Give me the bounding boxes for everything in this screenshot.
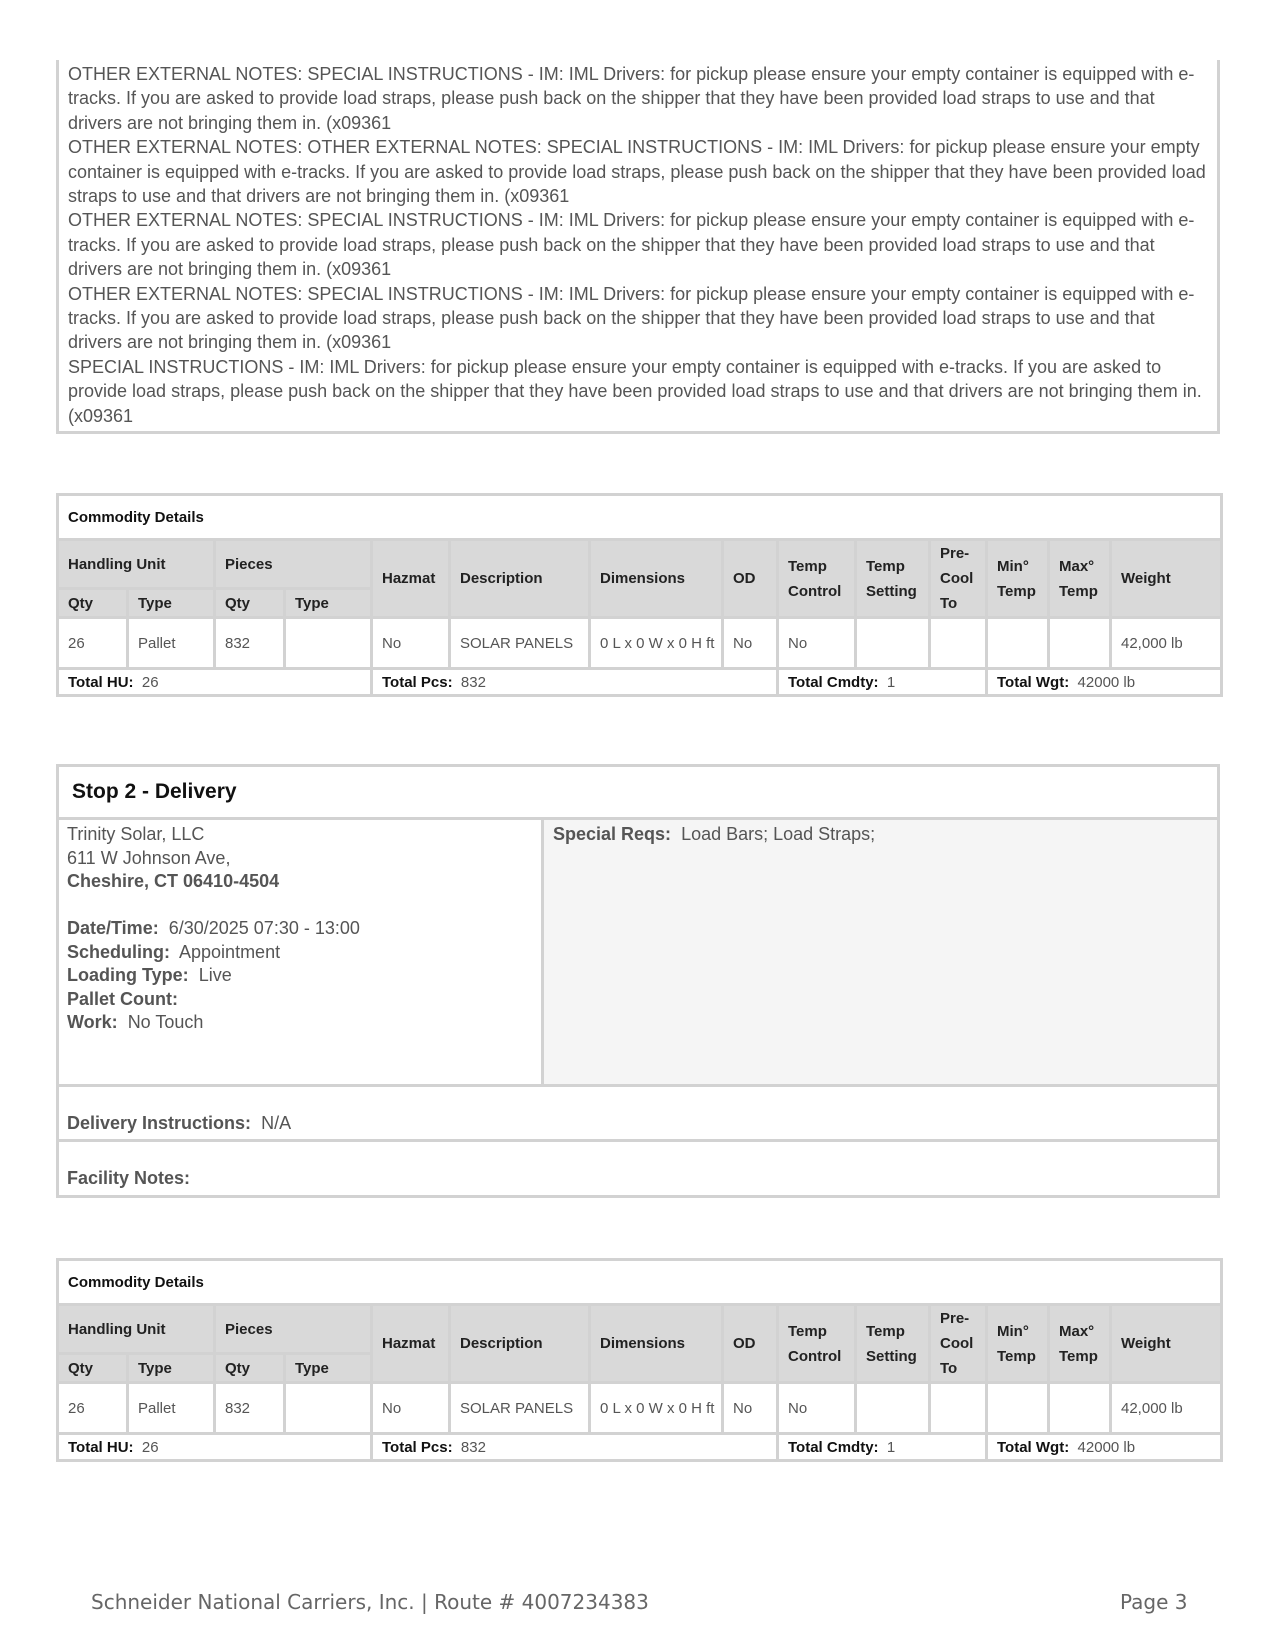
stop-2-delivery-panel <box>56 764 1220 1198</box>
total-pieces: Total Pcs: 832 <box>372 1434 778 1461</box>
weight-header: Weight <box>1111 540 1222 618</box>
city-state-zip: Cheshire, CT 06410-4504 <box>67 871 280 891</box>
pieces-qty-cell: 832 <box>215 618 285 669</box>
hu-type-cell: Pallet <box>128 618 215 669</box>
delivery-instructions: Delivery Instructions: N/A <box>59 1084 1217 1139</box>
dimensions-header: Dimensions <box>590 540 723 618</box>
description-header: Description <box>450 540 590 618</box>
hu-qty-cell: 26 <box>58 1383 128 1434</box>
temp-setting-cell <box>856 618 930 669</box>
min-temp-header: Min° Temp <box>987 1305 1049 1383</box>
page-number: Page 3 <box>1120 1590 1188 1614</box>
note-line: OTHER EXTERNAL NOTES: SPECIAL INSTRUCTIONS - IM: IML Drivers: for pickup please ensure your empty container is equipped with e-tracks. If you are asked to provide load straps, please push back on the shipper that they have been provided load straps to use and that drivers are not bringing them in. (x09361 <box>68 210 1195 280</box>
description-cell: SOLAR PANELS <box>450 1383 590 1434</box>
od-cell: No <box>723 618 778 669</box>
pieces-header: Pieces <box>215 1305 372 1354</box>
special-reqs-value: Load Bars; Load Straps; <box>681 824 876 844</box>
total-hu: Total HU: 26 <box>58 1434 372 1461</box>
table-row <box>58 1383 1222 1434</box>
dimensions-cell: 0 L x 0 W x 0 H ft <box>590 618 723 669</box>
max-temp-header: Max° Temp <box>1049 1305 1111 1383</box>
stop-title: Stop 2 - Delivery <box>59 767 1217 820</box>
loading-type-field: Loading Type: Live <box>67 965 232 985</box>
hu-type-header: Type <box>128 1354 215 1383</box>
handling-unit-header: Handling Unit <box>58 540 215 589</box>
description-header: Description <box>450 1305 590 1383</box>
max-temp-header: Max° Temp <box>1049 540 1111 618</box>
temp-setting-header: Temp Setting <box>856 540 930 618</box>
note-line: SPECIAL INSTRUCTIONS - IM: IML Drivers: for pickup please ensure your empty container is equipped with e-tracks. If you are asked to provide load straps, please push back on the shipper that they have been provided load straps to use and that drivers are not bringing them in. (x09361 <box>68 356 1202 426</box>
precool-cell <box>930 618 987 669</box>
facility-notes: Facility Notes: <box>59 1139 1217 1195</box>
commodity-title: Commodity Details <box>58 495 1222 540</box>
temp-control-header: Temp Control <box>778 540 856 618</box>
commodity-details-table <box>56 493 1223 697</box>
datetime-field: Date/Time: 6/30/2025 07:30 - 13:00 <box>67 918 360 938</box>
pieces-header: Pieces <box>215 540 372 589</box>
note-line: OTHER EXTERNAL NOTES: OTHER EXTERNAL NOTES: SPECIAL INSTRUCTIONS - IM: IML Drivers: for pickup please ensure your empty container is equipped with e-tracks. If you are asked to provide load straps, please push back on the shipper that they have been provided load straps to use and that drivers are not bringing them in. (x09361 <box>68 137 1206 207</box>
dimensions-cell: 0 L x 0 W x 0 H ft <box>590 1383 723 1434</box>
total-weight: Total Wgt: 42000 lb <box>987 669 1222 696</box>
weight-header: Weight <box>1111 1305 1222 1383</box>
commodity-title: Commodity Details <box>58 1260 1222 1305</box>
od-header: OD <box>723 540 778 618</box>
hu-type-header: Type <box>128 589 215 618</box>
total-commodity: Total Cmdty: 1 <box>778 669 987 696</box>
stop-address-panel <box>59 820 544 1084</box>
pieces-type-header: Type <box>285 1354 372 1383</box>
commodity-details-table <box>56 1258 1223 1462</box>
pallet-count-field: Pallet Count: <box>67 988 178 1009</box>
special-reqs-panel <box>544 820 1217 1084</box>
hazmat-cell: No <box>372 618 450 669</box>
totals-row <box>58 669 1222 696</box>
temp-setting-cell <box>856 1383 930 1434</box>
temp-control-header: Temp Control <box>778 1305 856 1383</box>
special-reqs-label: Special Reqs: <box>553 824 672 844</box>
precool-header: Pre- Cool To <box>930 1305 987 1383</box>
hazmat-cell: No <box>372 1383 450 1434</box>
precool-header: Pre- Cool To <box>930 540 987 618</box>
dimensions-header: Dimensions <box>590 1305 723 1383</box>
hu-qty-header: Qty <box>58 589 128 618</box>
hu-qty-header: Qty <box>58 1354 128 1383</box>
temp-control-cell: No <box>778 618 856 669</box>
note-line: OTHER EXTERNAL NOTES: SPECIAL INSTRUCTIONS - IM: IML Drivers: for pickup please ensure your empty container is equipped with e-tracks. If you are asked to provide load straps, please push back on the shipper that they have been provided load straps to use and that drivers are not bringing them in. (x09361 <box>68 64 1195 133</box>
street-address: 611 W Johnson Ave, <box>67 847 231 868</box>
weight-cell: 42,000 lb <box>1111 1383 1222 1434</box>
min-temp-header: Min° Temp <box>987 540 1049 618</box>
description-cell: SOLAR PANELS <box>450 618 590 669</box>
footer-route-info: Schneider National Carriers, Inc. | Route # 4007234383 <box>91 1590 649 1614</box>
work-field: Work: No Touch <box>67 1012 204 1032</box>
note-line: OTHER EXTERNAL NOTES: SPECIAL INSTRUCTIONS - IM: IML Drivers: for pickup please ensure your empty container is equipped with e-tracks. If you are asked to provide load straps, please push back on the shipper that they have been provided load straps to use and that drivers are not bringing them in. (x09361 <box>68 283 1195 353</box>
pieces-qty-header: Qty <box>215 589 285 618</box>
temp-control-cell: No <box>778 1383 856 1434</box>
scheduling-field: Scheduling: Appointment <box>67 941 281 962</box>
table-row <box>58 618 1222 669</box>
od-header: OD <box>723 1305 778 1383</box>
max-temp-cell <box>1049 1383 1111 1434</box>
od-cell: No <box>723 1383 778 1434</box>
total-pieces: Total Pcs: 832 <box>372 669 778 696</box>
total-hu: Total HU: 26 <box>58 669 372 696</box>
temp-setting-header: Temp Setting <box>856 1305 930 1383</box>
total-weight: Total Wgt: 42000 lb <box>987 1434 1222 1461</box>
hazmat-header: Hazmat <box>372 540 450 618</box>
external-notes-panel <box>56 60 1220 434</box>
total-commodity: Total Cmdty: 1 <box>778 1434 987 1461</box>
max-temp-cell <box>1049 618 1111 669</box>
totals-row <box>58 1434 1222 1461</box>
hazmat-header: Hazmat <box>372 1305 450 1383</box>
company-name: Trinity Solar, LLC <box>67 824 205 844</box>
precool-cell <box>930 1383 987 1434</box>
pieces-qty-cell: 832 <box>215 1383 285 1434</box>
pieces-type-header: Type <box>285 589 372 618</box>
pieces-type-cell <box>285 618 372 669</box>
hu-type-cell: Pallet <box>128 1383 215 1434</box>
pieces-type-cell <box>285 1383 372 1434</box>
min-temp-cell <box>987 1383 1049 1434</box>
handling-unit-header: Handling Unit <box>58 1305 215 1354</box>
min-temp-cell <box>987 618 1049 669</box>
hu-qty-cell: 26 <box>58 618 128 669</box>
weight-cell: 42,000 lb <box>1111 618 1222 669</box>
pieces-qty-header: Qty <box>215 1354 285 1383</box>
